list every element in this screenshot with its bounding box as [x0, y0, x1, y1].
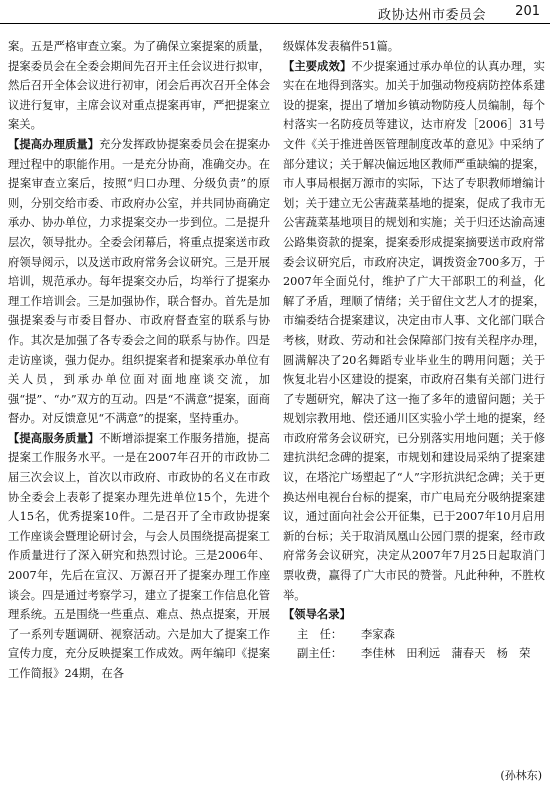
section-improve-service [8, 429, 270, 684]
leader-role-deputy: 副主任： [297, 647, 343, 661]
right-column [283, 37, 545, 664]
page-number: 201 [515, 4, 540, 19]
section-title-improve-handling: 【提高办理质量】 [8, 137, 100, 151]
author-byline: (孙林东) [500, 769, 542, 782]
section-title-leaders: 【领导名录】 [283, 608, 351, 622]
section-body-improve-handling: 充分发挥政协提案委员会在提案办理过程中的职能作用。一是充分协商，准确交办。在提案审查立案后，按照“归口办理、分级负责”的原则，分别交给市委、市政府办公室，并共同协商确定承办、协办单位，力求提案交办一步到位。二是提升层次，领导批办。全委会闭幕后，将重点提案送市政府领导阅示，以及送市政府常务会议研究。三是开展培训，规范承办。每年提案交办后，均举行了提案办理工作培训会。三是加强协作，联合督办。首先是加强提案委与市委目督办、市政府督查室的联系与协作。其次是加强了各专委会之间的联系与协作。四是走访座谈，强力促办。组织提案者和提案承办单位有关人员，到承办单位面对面地座谈交流，加强“提”、“办”双方的互动。四是“不满意”提案，面商督办。对反馈意见“不满意”的提案，坚持重办。 [8, 137, 270, 426]
leader-role-director: 主 任： [297, 627, 343, 641]
leader-names-director: 李家森 [361, 627, 395, 641]
section-title-main-results: 【主要成效】 [283, 59, 352, 73]
leader-names-deputy: 李佳林 田利远 蒲春天 杨 荣 [361, 647, 531, 661]
section-body-main-results: 不少提案通过承办单位的认真办理，实实在在地得到落实。加关于加强动物疫病防控体系建设的提案，提出了增加乡镇动物防疫人员编制，每个村落实一名防疫员等建议，达市府发［2006］31号文件《关于推进兽医管理制度改革的意见》中采纳了部分建议；关于解决偏远地区教师严重缺编的提案，市人事局根据万源市的实际，下达了专职教师增编计划；关于建立无公害蔬菜基地的提案，促成了我市无公害蔬菜基地项目的规划和实施；关于归还达渝高速公路集资款的提案，提案委形成提案摘要送市政府常委会议研究后，市政府决定，调拨资金700多万，于2007年全面兑付，维护了广大干部职工的利益，化解了矛盾，理顺了情绪；关于留住文艺人才的提案，市编委结合提案建议，决定由市人事、文化部门联合考核，财政、劳动和社会保障部门按有关程序办理，圆满解决了20名舞蹈专业毕业生的聘用问题；关于恢复北岩小区建设的提案，市政府召集有关部门进行了专题研究，解决了这一拖了多年的遗留问题；关于规划宗教用地、偿还通川区实验小学土地的提案，经市政府常务会议研究，已分别落实用地问题；关于修建抗洪纪念碑的提案，市规划和建设局采纳了提案建议，在塔沱广场塑起了“人”字形抗洪纪念碑；关于更换达州电视台台标的提案，市广电局充分吸纳提案建议，通过面向社会公开征集，已于2007年10月启用新的台标；关于取消凤凰山公园门票的提案，经市政府常务会议研究，决定从2007年7月25日起取消门票收费，赢得了广大市民的赞誉。凡此种种，不胜枚举。 [283, 59, 545, 602]
paragraph-continuation: 案。五是严格审查立案。为了确保立案提案的质量，提案委员会在全委会期间先召开主任会议进行拟审，然后召开全体会议进行初审，闭会后再次召开全体会议进行复审，主席会议对重点提案再审，严把提案立案关。 [8, 40, 270, 132]
section-main-results [283, 57, 545, 606]
leader-row-director [283, 625, 545, 645]
leader-row-deputy [283, 644, 545, 664]
page-header [0, 0, 550, 24]
header-title: 政协达州市委员会 [377, 8, 486, 23]
section-body-improve-service: 不断增添提案工作服务措施，提高提案工作服务水平。一是在2007年召开的市政协二届三次会议上，首次以市政府、市政协的名义在市政协全委会上表彰了提案办理先进单位15个，先进个人15名，优秀提案10件。二是召开了全市政协提案工作座谈会暨理论研讨会，与会人员围绕提高提案工作质量进行了深入研究和热烈讨论。三是2006年、2007年，先后在宣汉、万源召开了提案办理工作座谈会。四是通过考察学习，建立了提案工作信息化管理系统。五是围绕一些重点、难点、热点提案，开展了一系列专题调研、视察活动。六是加大了提案工作宣传力度，充分反映提案工作成效。两年编印《提案工作简报》24期，在各 [8, 431, 270, 680]
paragraph-continuation-right: 级媒体发表稿件51篇。 [283, 40, 400, 53]
section-title-improve-service: 【提高服务质量】 [8, 431, 100, 445]
section-improve-handling [8, 135, 270, 429]
left-column [8, 37, 270, 684]
